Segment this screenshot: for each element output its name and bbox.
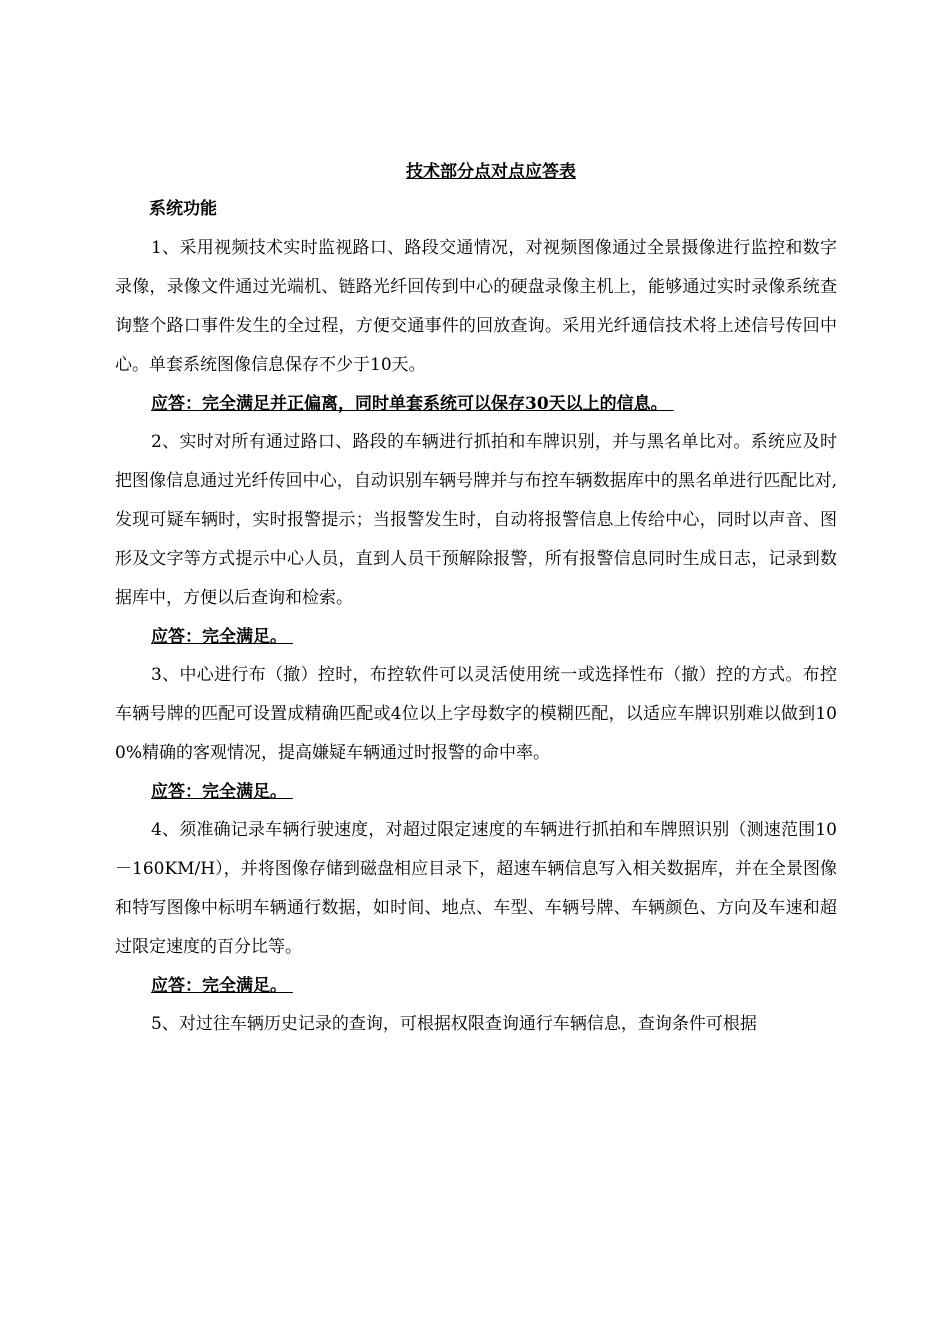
section-heading: 系统功能 [149,199,217,219]
answer-text-1: 应答：完全满足并正偏离，同时单套系统可以保存30天以上的信息。 [151,394,674,414]
answer-3 [115,773,837,811]
answer-1 [115,385,837,423]
requirement-paragraph-3: 3、中心进行布（撤）控时，布控软件可以灵活使用统一或选择性布（撤）控的方式。布控车辆号牌的匹配可设置成精确匹配或4位以上字母数字的模糊匹配，以适应车牌识别难以做到100%精确的客观情况，提高嫌疑车辆通过时报警的命中率。 [115,665,837,763]
requirement-paragraph-5: 5、对过往车辆历史记录的查询，可根据权限查询通行车辆信息，查询条件可根据 [151,1014,757,1034]
document-title: 技术部分点对点应答表 [406,162,576,182]
requirement-paragraph-4: 4、须准确记录车辆行驶速度，对超过限定速度的车辆进行抓拍和车牌照识别（测速范围10－160KM/H），并将图像存储到磁盘相应目录下，超速车辆信息写入相关数据库，并在全景图像和特写图像中标明车辆通行数据，如时间、地点、车型、车辆号牌、车辆颜色、方向及车速和超过限定速度的百分比等。 [115,820,837,957]
answer-4 [115,967,837,1005]
answer-text-4: 应答：完全满足。 [151,976,293,996]
answer-text-3: 应答：完全满足。 [151,782,293,802]
requirement-paragraph-1: 1、采用视频技术实时监视路口、路段交通情况，对视频图像通过全景摄像进行监控和数字录像，录像文件通过光端机、链路光纤回传到中心的硬盘录像主机上，能够通过实时录像系统查询整个路口事件发生的全过程，方便交通事件的回放查询。采用光纤通信技术将上述信号传回中心。单套系统图像信息保存不少于10天。 [115,238,837,375]
document-page [115,155,837,1044]
answer-2 [115,618,837,656]
answer-text-2: 应答：完全满足。 [151,627,293,647]
requirement-paragraph-2: 2、实时对所有通过路口、路段的车辆进行抓拍和车牌识别，并与黑名单比对。系统应及时把图像信息通过光纤传回中心，自动识别车辆号牌并与布控车辆数据库中的黑名单进行匹配比对,发现可疑车辆时，实时报警提示；当报警发生时，自动将报警信息上传给中心，同时以声音、图形及文字等方式提示中心人员，直到人员干预解除报警，所有报警信息同时生成日志，记录到数据库中，方便以后查询和检索。 [115,432,837,608]
